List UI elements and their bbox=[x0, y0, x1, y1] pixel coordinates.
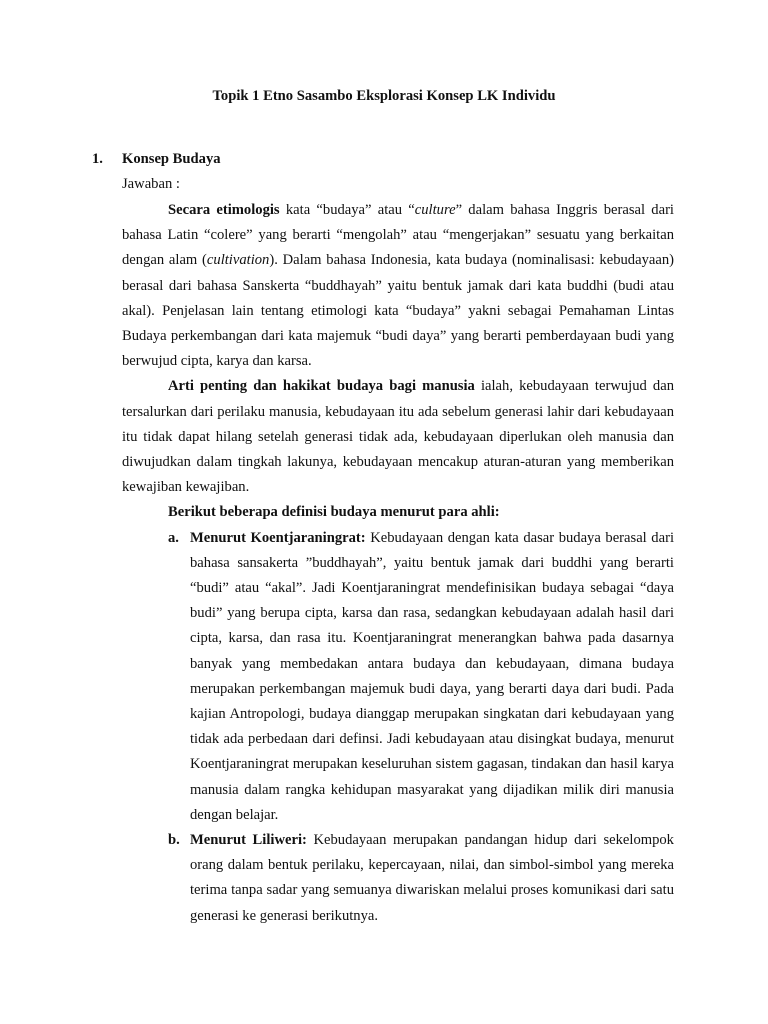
paragraph-lead: Arti penting dan hakikat budaya bagi manusia bbox=[168, 378, 475, 395]
section-heading: Konsep Budaya bbox=[122, 151, 221, 167]
list-marker: a. bbox=[168, 529, 179, 546]
italic-term: cultivation bbox=[206, 252, 270, 269]
document-title: Topik 1 Etno Sasambo Eksplorasi Konsep LK Individu bbox=[212, 88, 556, 104]
definition-item bbox=[122, 828, 674, 929]
paragraph-text: ialah, kebudayaan terwujud dan tersalurkan dari perilaku manusia, kebudayaan itu ada sebelum generasi lahir dari kebudayaan itu tidak dapat hilang setelah generasi tidak ada, kebudayaan diperlukan oleh manusia dan diwujudkan dalam tingkah lakunya, kebudayaan mencakup aturan-aturan yang memberikan kewajiban kewajiban. bbox=[122, 378, 674, 496]
paragraph-text: ). Dalam bahasa Indonesia, kata budaya (nominalisasi: kebudayaan) berasal dari bahasa Sanskerta “buddhayah” yaitu bentuk jamak dari kata buddhi (budi atau akal). Penjelasan lain tentang etimologi kata “budaya” yakni sebagai Pemahaman Lintas Budaya perkembangan dari kata majemuk “budi daya” yang berarti pemberdayaan budi yang berwujud cipta, karya dan karsa. bbox=[122, 252, 674, 370]
paragraph-text: kata “budaya” atau “ bbox=[279, 202, 415, 218]
definition-text: Kebudayaan dengan kata dasar budaya berasal dari bahasa sansakerta ”buddhayah”, yaitu bentuk jamak dari buddhi yang berarti “budi” atau “akal”. Jadi Koentjaraningrat mendefinisikan budaya sebagai “daya budi” yang berupa cipta, karsa dan rasa, sedangkan kebudayaan adalah hasil dari cipta, karsa, dan rasa itu. Koentjaraningrat menerangkan bahwa pada dasarnya banyak yang membedakan antara budaya dan kebudayaan, dimana budaya merupakan perkembangan majemuk budi daya, yang berarti daya dari budi. Pada kajian Antropologi, budaya dianggap merupakan singkatan dari kebudayaan yang tidak ada perbedaan dari definsi. Jadi kebudayaan atau disingkat budaya, menurut Koentjaraningrat merupakan keseluruhan sistem gagasan, tindakan dan hasil karya manusia dalam rangka kehidupan masyarakat yang dijadikan milik diri manusia dengan belajar. bbox=[190, 529, 675, 823]
definition-text: Kebudayaan merupakan pandangan hidup dari sekelompok orang dalam bentuk perilaku, kepercayaan, nilai, dan simbol-simbol yang mereka terima tanpa sadar yang semuanya diwariskan melalui proses komunikasi dari satu generasi ke generasi berikutnya. bbox=[190, 832, 674, 924]
list-marker: b. bbox=[168, 832, 180, 849]
definitions-intro bbox=[122, 500, 674, 525]
paragraph-text: ” dalam bahasa Inggris berasal dari bahasa Latin “colere” yang berarti “mengolah” atau “mengerjakan” sesuatu yang berkaitan dengan alam ( bbox=[122, 202, 674, 269]
definition-lead: Menurut Liliweri: bbox=[190, 832, 307, 849]
answer-label: Jawaban : bbox=[122, 176, 180, 192]
paragraph-etymology bbox=[122, 198, 674, 374]
definition-item bbox=[122, 526, 674, 828]
definition-lead: Menurut Koentjaraningrat: bbox=[190, 529, 366, 546]
italic-term: culture bbox=[414, 202, 456, 218]
paragraph-importance bbox=[122, 374, 674, 500]
paragraph-lead: Secara etimologis bbox=[168, 202, 280, 218]
answer-body bbox=[122, 198, 674, 929]
definitions-intro-text: Berikut beberapa definisi budaya menurut para ahli: bbox=[168, 504, 500, 521]
section-number: 1. bbox=[92, 151, 103, 167]
